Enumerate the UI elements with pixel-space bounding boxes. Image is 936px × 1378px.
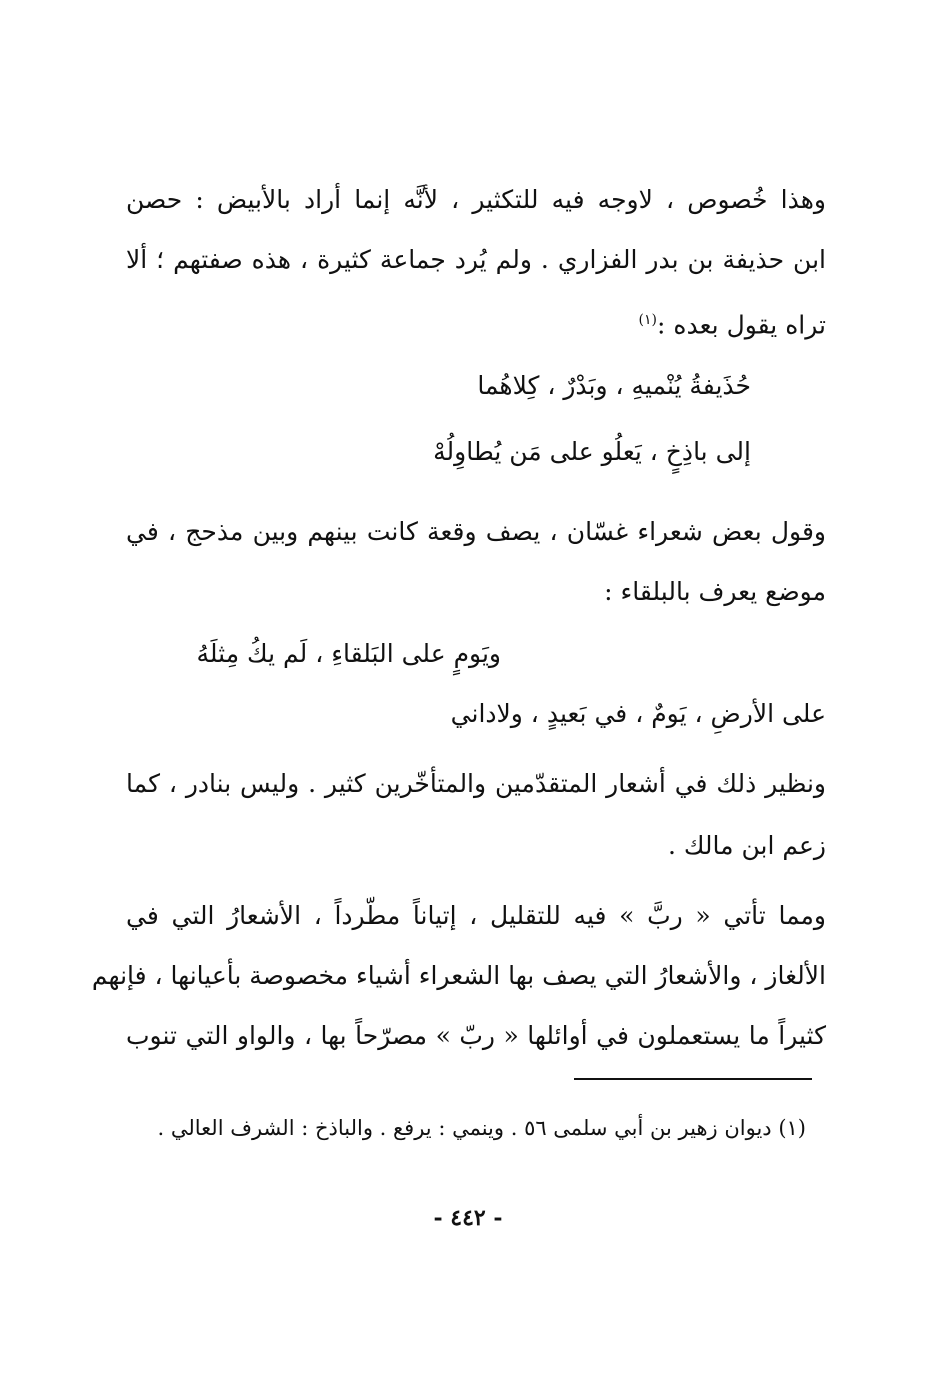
footnote: (١) ديوان زهير بن أبي سلمى ٥٦ . وينمي : يرفع . والباذخ : الشرف العالي . [157,1116,806,1140]
body-line-text: تراه يقول بعده : [657,310,826,340]
body-line: وهذا خُصوص ، لاوجه فيه للتكثير ، لأنَّه إنما أراد بالأبيض : حصن [126,185,826,214]
body-line: موضع يعرف بالبلقاء : [604,577,826,606]
footnote-separator [574,1078,812,1080]
body-line: وقول بعض شعراء غسّان ، يصف وقعة كانت بينهم وبين مذحج ، في [126,517,826,546]
verse-line: ويَومٍ على البَلقاءِ ، لَم يكُ مِثلَهُ [196,639,501,668]
verse-line: إلى باذِخٍ ، يَعلُو على مَن يُطاوِلُهْ [433,437,751,466]
body-line: ابن حذيفة بن بدر الفزاري . ولم يُرد جماعة كثيرة ، هذه صفتهم ؛ ألا [126,245,826,274]
verse-line: حُذَيفةُ يُنْميهِ ، وبَدْرٌ ، كِلاهُما [477,371,751,400]
verse-line: على الأرضِ ، يَومٌ ، في بَعيدٍ ، ولاداني [450,699,826,728]
page-number: - ٤٤٢ - [433,1205,503,1231]
footnote-reference: (١) [638,312,658,328]
body-line [126,300,826,340]
body-line: ونظير ذلك في أشعار المتقدّمين والمتأخّرين كثير . وليس بنادر ، كما [126,769,826,798]
body-line: زعم ابن مالك . [667,831,826,860]
body-line: ومما تأتي « ربَّ » فيه للتقليل ، إتياناً مطّرداً ، الأشعارُ التي في [126,901,826,930]
body-line: الألغاز ، والأشعارُ التي يصف بها الشعراء أشياء مخصوصة بأعيانها ، فإنهم [91,961,826,990]
body-line: كثيراً ما يستعملون في أوائلها « ربّ » مصرّحاً بها ، والواو التي تنوب [126,1021,826,1050]
